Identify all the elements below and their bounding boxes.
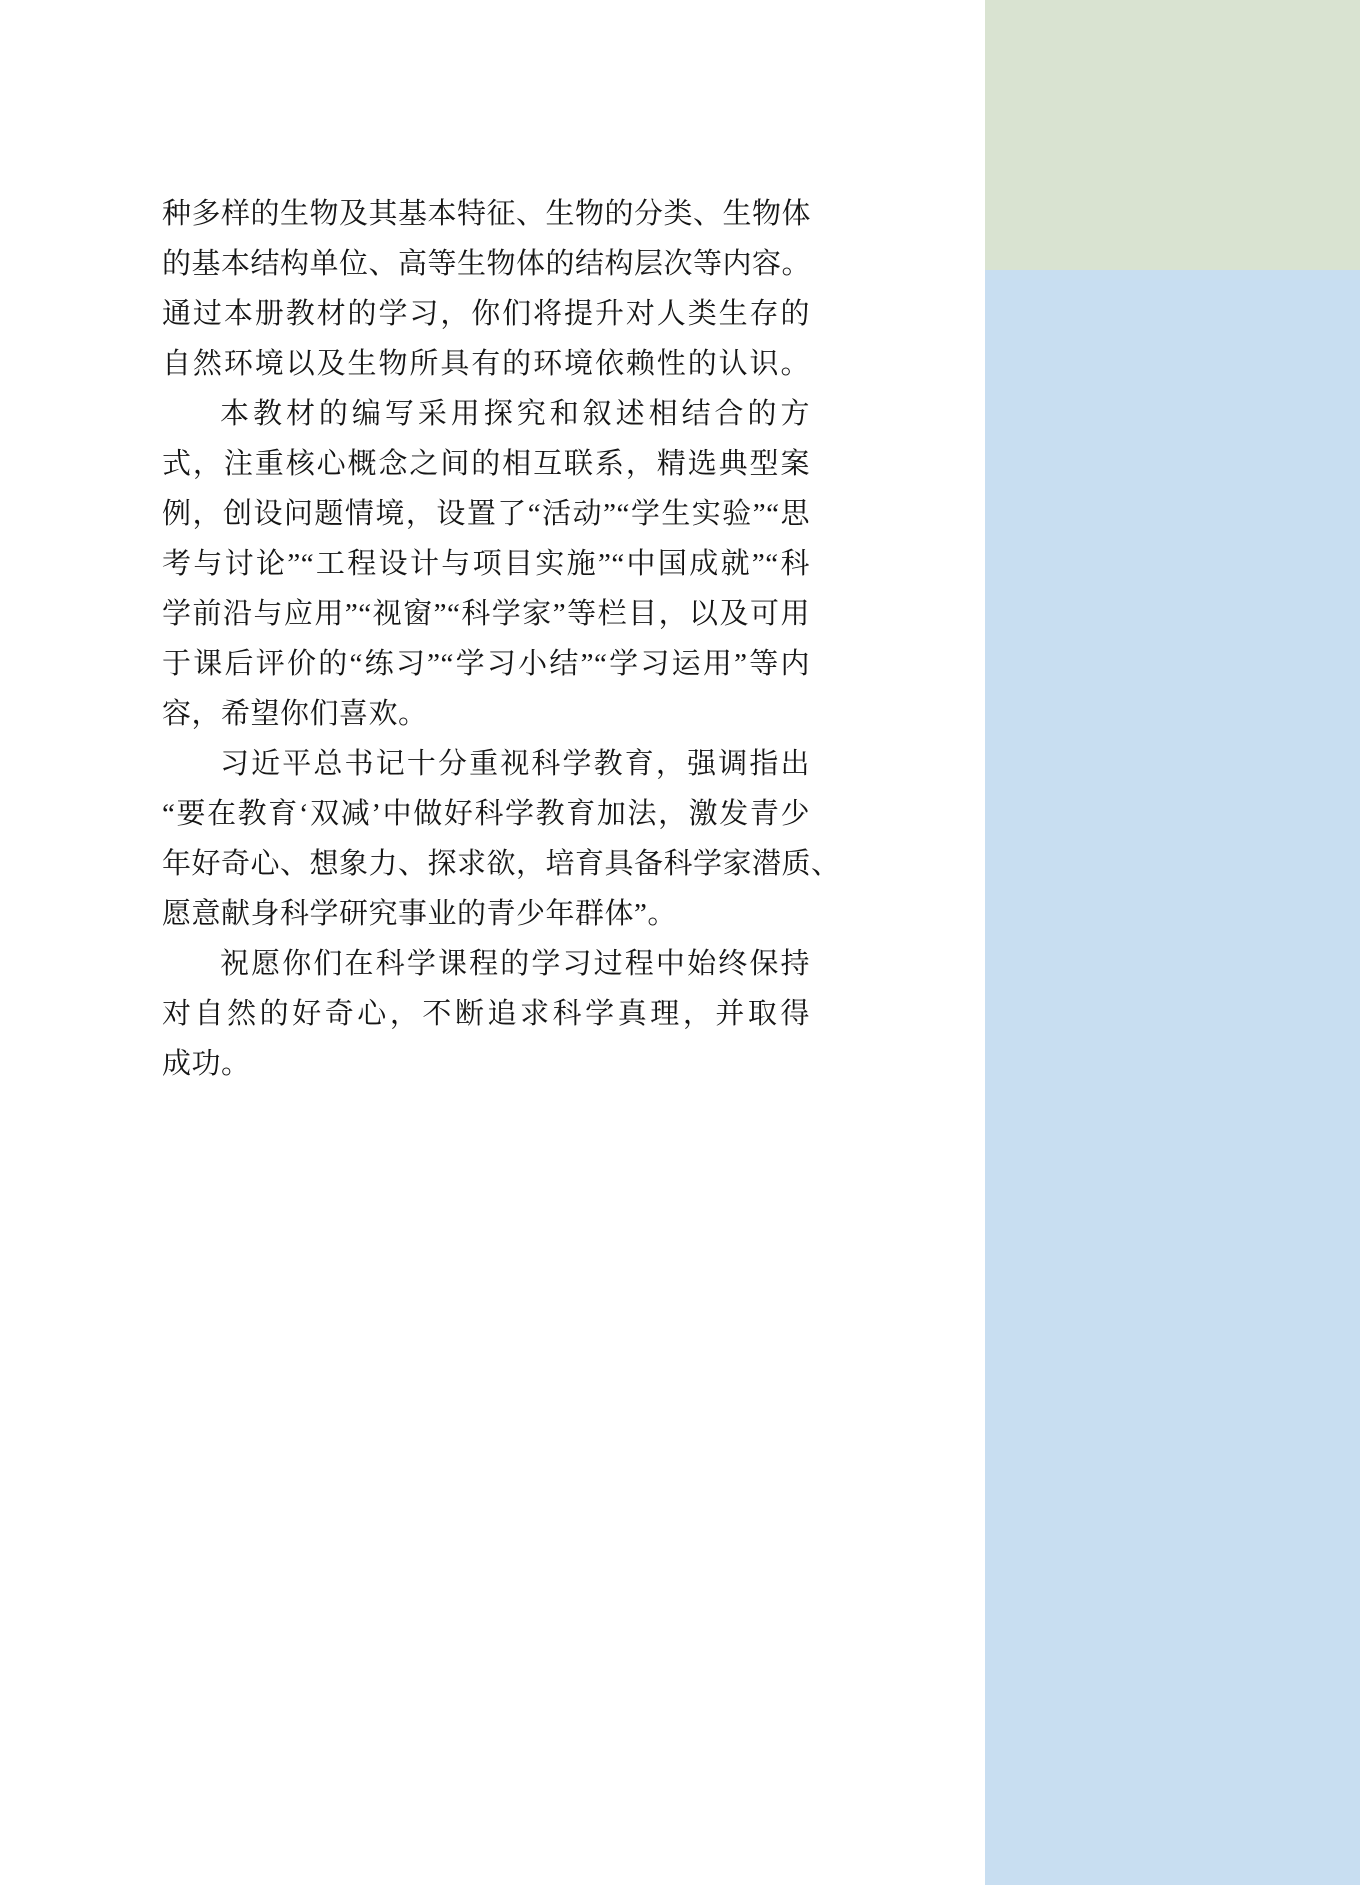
- text-line: 祝愿你们在科学课程的学习过程中始终保持: [220, 948, 810, 980]
- text-line: “要在教育‘双减’中做好科学教育加法，激发青少: [162, 798, 810, 830]
- text-line: 愿意献身科学研究事业的青少年群体”。: [162, 898, 677, 930]
- text-line: 通过本册教材的学习，你们将提升对人类生存的: [162, 298, 810, 330]
- text-line: 年好奇心、想象力、探求欲，培育具备科学家潜质、: [162, 848, 841, 880]
- text-line: 成功。: [162, 1048, 251, 1080]
- text-line: 学前沿与应用”“视窗”“科学家”等栏目，以及可用: [162, 598, 810, 630]
- text-line: 考与讨论”“工程设计与项目实施”“中国成就”“科: [162, 548, 810, 580]
- text-line: 例，创设问题情境，设置了“活动”“学生实验”“思: [162, 498, 810, 530]
- text-line: 本教材的编写采用探究和叙述相结合的方: [220, 398, 810, 430]
- text-line: 对自然的好奇心，不断追求科学真理，并取得: [162, 998, 810, 1030]
- preface-text-column: [162, 189, 841, 1089]
- decor-panel-blue: [985, 270, 1360, 1885]
- text-line: 自然环境以及生物所具有的环境依赖性的认识。: [162, 348, 810, 380]
- text-line: 的基本结构单位、高等生物体的结构层次等内容。: [162, 248, 812, 280]
- text-line: 种多样的生物及其基本特征、生物的分类、生物体: [162, 198, 812, 230]
- text-line: 容，希望你们喜欢。: [162, 698, 428, 730]
- decor-panel-green: [985, 0, 1360, 270]
- text-line: 式，注重核心概念之间的相互联系，精选典型案: [162, 448, 810, 480]
- text-line: 习近平总书记十分重视科学教育，强调指出: [220, 748, 810, 780]
- text-line: 于课后评价的“练习”“学习小结”“学习运用”等内: [162, 648, 810, 680]
